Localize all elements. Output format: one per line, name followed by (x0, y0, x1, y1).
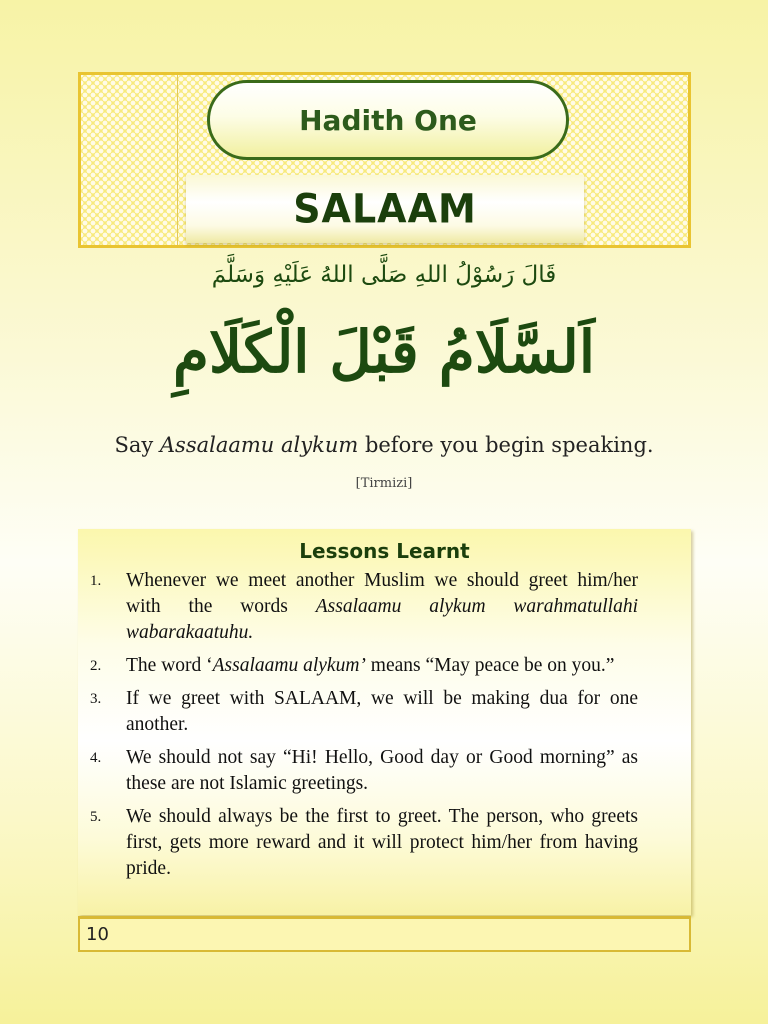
lessons-title: Lessons Learnt (299, 539, 470, 563)
page-title: SALAAM (293, 185, 477, 233)
arabic-hadith: اَلسَّلَامُ قَبْلَ الْكَلَامِ (173, 318, 595, 386)
lesson-text: Whenever we meet another Muslim we should greet him/her with the words (126, 570, 638, 617)
translation-prefix: Say (114, 433, 160, 457)
hadith-source: [Tirmizi] (355, 476, 413, 491)
hadith-number-pill (207, 80, 569, 160)
arabic-intro: قَالَ رَسُوْلُ اللهِ صَلَّى اللهُ عَلَيْهِ وَسَلَّمَ (211, 262, 557, 288)
page-number: 10 (86, 924, 109, 945)
lessons-box (78, 529, 691, 915)
title-banner (186, 175, 584, 243)
translation-emphasis: Assalaamu alykum (159, 433, 359, 457)
translation (0, 433, 768, 457)
lessons-list (90, 568, 638, 889)
header-box (78, 72, 691, 248)
header-divider (177, 75, 178, 245)
lesson-number: 3. (90, 691, 102, 707)
lesson-text: If we greet with SALAAM, we will be making dua for one another. (126, 688, 638, 735)
lesson-item (90, 686, 638, 738)
lesson-emphasis: Assalaamu alykum warahmatullahi wabarakaatuhu. (126, 596, 638, 643)
lesson-text-end: means “May peace be on you.” (365, 655, 615, 676)
lesson-number: 4. (90, 750, 102, 766)
lesson-text: We should always be the first to greet. The person, who greets first, gets more reward and it will protect him/her from having pride. (126, 806, 638, 879)
lesson-number: 5. (90, 809, 102, 825)
lesson-item (90, 745, 638, 797)
translation-suffix: before you begin speaking. (358, 433, 654, 457)
lesson-number: 1. (90, 573, 102, 589)
lesson-text: The word ‘ (126, 655, 213, 676)
lesson-item (90, 568, 638, 646)
hadith-number-label: Hadith One (299, 103, 477, 137)
lesson-text: We should not say “Hi! Hello, Good day or Good morning” as these are not Islamic greetings. (126, 747, 638, 794)
footer-bar (78, 916, 691, 952)
lesson-item (90, 653, 638, 679)
lesson-number: 2. (90, 658, 102, 674)
lesson-item (90, 804, 638, 882)
lesson-emphasis: Assalaamu alykum’ (212, 655, 366, 676)
